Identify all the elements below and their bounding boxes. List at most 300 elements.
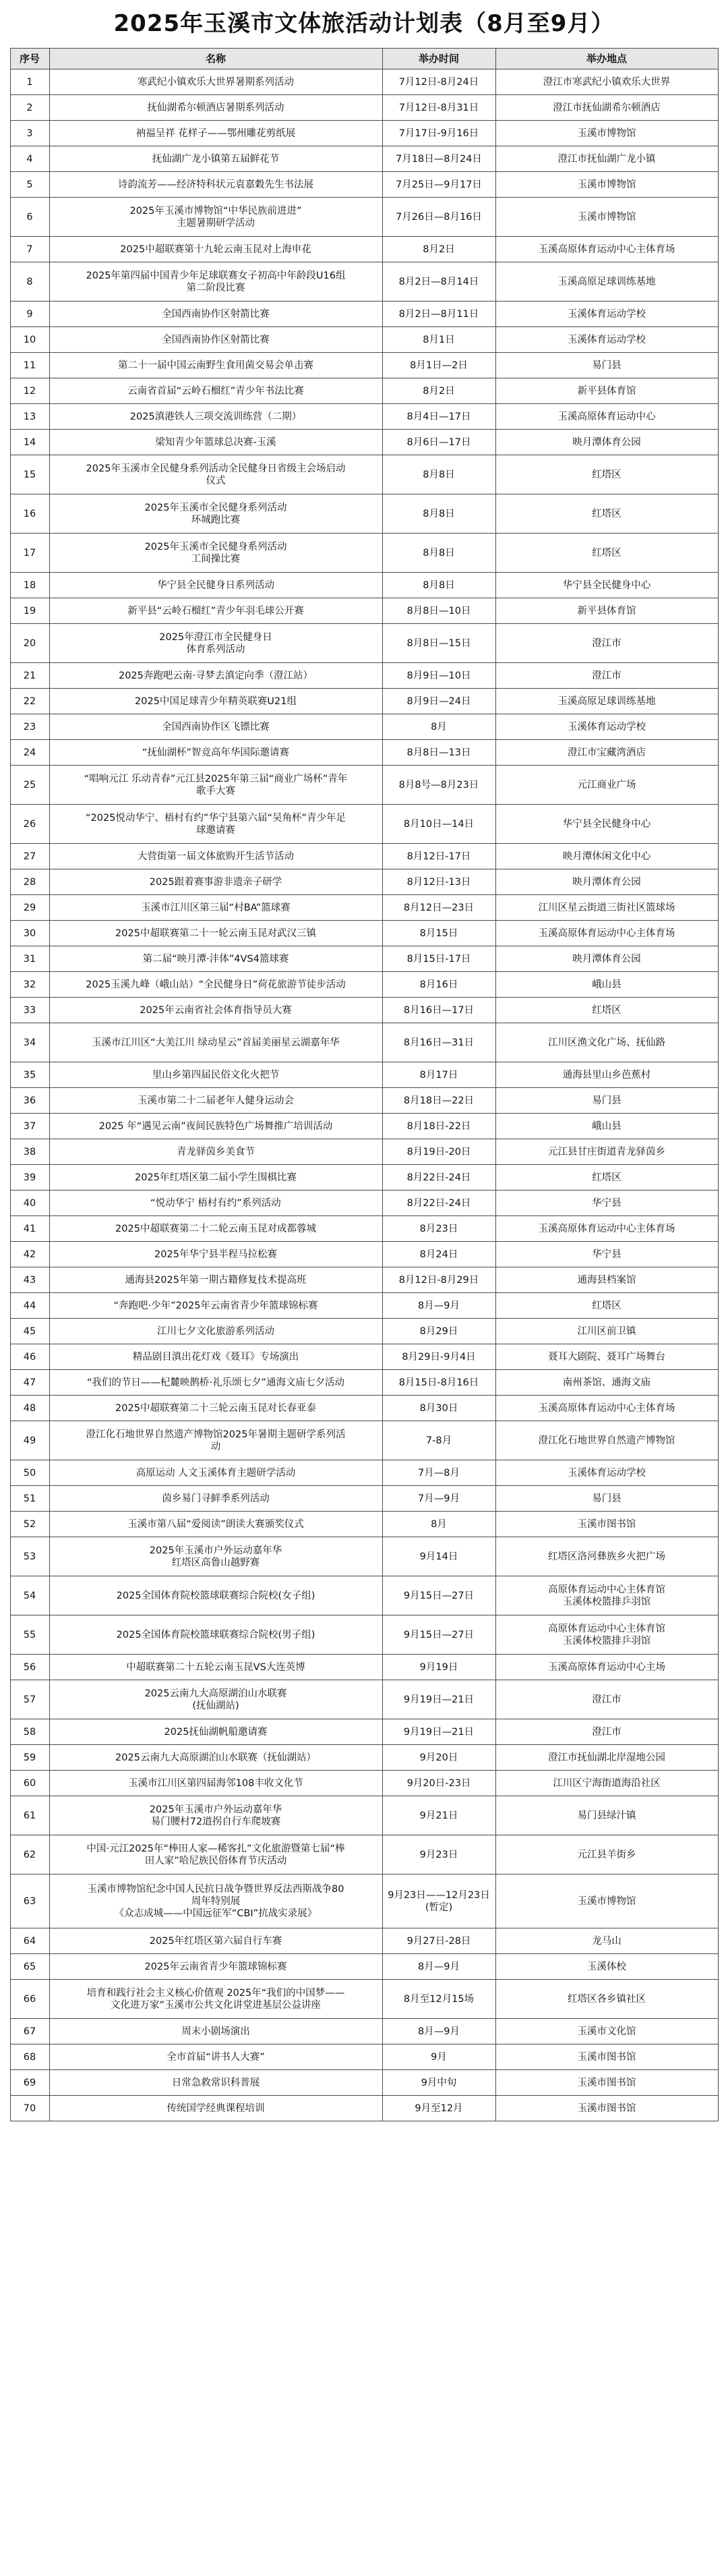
cell-time: 7月26日—8月16日 bbox=[382, 198, 495, 237]
cell-name: 精品剧目滇出花灯戏《聂耳》专场演出 bbox=[49, 1344, 382, 1370]
cell-place: 澄江市抚仙湖希尔顿酒店 bbox=[495, 95, 718, 121]
table-row bbox=[10, 1874, 718, 1928]
cell-place: 红塔区 bbox=[495, 494, 718, 534]
cell-place: 通海县里山乡芭蕉村 bbox=[495, 1062, 718, 1088]
cell-no: 31 bbox=[10, 946, 49, 972]
cell-place: 玉溪高原体育运动中心主场 bbox=[495, 1655, 718, 1680]
table-row bbox=[10, 946, 718, 972]
table-row bbox=[10, 494, 718, 534]
cell-no: 62 bbox=[10, 1835, 49, 1874]
cell-place: 玉溪市博物馆 bbox=[495, 172, 718, 198]
cell-name: 通海县2025年第一期古籍修复技术提高班 bbox=[49, 1267, 382, 1293]
cell-place: 玉溪体育运动学校 bbox=[495, 327, 718, 353]
cell-name: 培育和践行社会主义核心价值观 2025年“我们的中国梦—— 文化进万家”玉溪市公共文化讲堂进基层公益讲座 bbox=[49, 1980, 382, 2019]
cell-name: 2025年红塔区第二届小学生围棋比赛 bbox=[49, 1165, 382, 1191]
cell-time: 7月—8月 bbox=[382, 1460, 495, 1486]
header-name: 名称 bbox=[49, 49, 382, 69]
cell-no: 54 bbox=[10, 1576, 49, 1615]
cell-no: 32 bbox=[10, 972, 49, 998]
cell-name: 茵乡易门寻鲜季系列活动 bbox=[49, 1486, 382, 1512]
cell-name: 2025年玉溪市户外运动嘉年华 红塔区高鲁山越野赛 bbox=[49, 1537, 382, 1576]
cell-place: 元江县甘庄街道青龙驿茵乡 bbox=[495, 1139, 718, 1165]
cell-name: 梁知青少年篮球总决赛-玉溪 bbox=[49, 430, 382, 455]
cell-place: 澄江市抚仙湖北岸湿地公园 bbox=[495, 1745, 718, 1771]
cell-name: “我们的节日——杞麓映鹊桥·礼乐颂七夕”通海文庙七夕活动 bbox=[49, 1370, 382, 1396]
cell-no: 27 bbox=[10, 844, 49, 869]
cell-no: 65 bbox=[10, 1954, 49, 1980]
table-row bbox=[10, 378, 718, 404]
cell-place: 江川区星云街道三街社区篮球场 bbox=[495, 895, 718, 921]
cell-name: 抚仙湖希尔顿酒店暑期系列活动 bbox=[49, 95, 382, 121]
cell-place: 元江商业广场 bbox=[495, 766, 718, 805]
cell-no: 48 bbox=[10, 1396, 49, 1421]
cell-place: 澄江市 bbox=[495, 624, 718, 663]
cell-name: “悦动华宁 梧村有约”系列活动 bbox=[49, 1191, 382, 1216]
table-row bbox=[10, 1460, 718, 1486]
cell-place: 红塔区 bbox=[495, 998, 718, 1023]
cell-name: 玉溪市第八届“爱阅读”朗读大赛颁奖仪式 bbox=[49, 1512, 382, 1537]
cell-time: 8月至12月15场 bbox=[382, 1980, 495, 2019]
cell-name: 诗韵流芳——经济特科状元袁嘉穀先生书法展 bbox=[49, 172, 382, 198]
table-row bbox=[10, 2019, 718, 2044]
cell-name: 全国西南协作区射箭比赛 bbox=[49, 327, 382, 353]
cell-place: 澄江市宝藏湾酒店 bbox=[495, 740, 718, 766]
cell-place: 澄江市 bbox=[495, 1680, 718, 1719]
table-row bbox=[10, 327, 718, 353]
cell-time: 8月8号—8月23日 bbox=[382, 766, 495, 805]
cell-name: 2025中超联赛第二十三轮云南玉昆对长春亚泰 bbox=[49, 1396, 382, 1421]
table-row bbox=[10, 404, 718, 430]
cell-name: “抚仙湖杯”智竞高年华国际邀请赛 bbox=[49, 740, 382, 766]
cell-time: 9月19日 bbox=[382, 1655, 495, 1680]
cell-no: 6 bbox=[10, 198, 49, 237]
cell-time: 8月15日 bbox=[382, 921, 495, 946]
cell-time: 8月18日—22日 bbox=[382, 1088, 495, 1114]
cell-no: 60 bbox=[10, 1771, 49, 1796]
cell-place: 玉溪高原体育运动中心主体育场 bbox=[495, 237, 718, 262]
cell-no: 5 bbox=[10, 172, 49, 198]
cell-name: 2025云南九大高原湖泊山水联赛 (抚仙湖站) bbox=[49, 1680, 382, 1719]
cell-name: 2025全国体育院校篮球联赛综合院校(女子组) bbox=[49, 1576, 382, 1615]
cell-name: 2025年华宁县半程马拉松赛 bbox=[49, 1242, 382, 1267]
table-row bbox=[10, 869, 718, 895]
cell-time: 8月8日—15日 bbox=[382, 624, 495, 663]
cell-place: 玉溪体育运动学校 bbox=[495, 1460, 718, 1486]
cell-place: 玉溪体育运动学校 bbox=[495, 302, 718, 327]
header-place: 举办地点 bbox=[495, 49, 718, 69]
cell-name: 玉溪市博物馆纪念中国人民抗日战争暨世界反法西斯战争80 周年特别展 《众志成城——中国远征军“CBI”抗战实录展》 bbox=[49, 1874, 382, 1928]
cell-no: 70 bbox=[10, 2096, 49, 2121]
cell-place: 澄江化石地世界自然遗产博物馆 bbox=[495, 1421, 718, 1460]
table-row bbox=[10, 1771, 718, 1796]
cell-time: 8月16日 bbox=[382, 972, 495, 998]
cell-time: 8月—9月 bbox=[382, 2019, 495, 2044]
cell-place: 高原体育运动中心主体育馆 玉溪体校篮排乒羽馆 bbox=[495, 1615, 718, 1655]
cell-no: 42 bbox=[10, 1242, 49, 1267]
cell-no: 21 bbox=[10, 663, 49, 689]
cell-time: 8月1日 bbox=[382, 327, 495, 353]
cell-name: 中国·元江2025年“棒田人家—稀客扎”文化旅游暨第七届“棒 田人家”哈尼族民俗体育节庆活动 bbox=[49, 1835, 382, 1874]
cell-name: 抚仙湖广龙小镇第五届鲜花节 bbox=[49, 146, 382, 172]
cell-time: 9月20日 bbox=[382, 1745, 495, 1771]
cell-no: 34 bbox=[10, 1023, 49, 1062]
table-row bbox=[10, 353, 718, 378]
cell-place: 新平县体育馆 bbox=[495, 378, 718, 404]
cell-place: 江川区宁海街道海沿社区 bbox=[495, 1771, 718, 1796]
cell-no: 45 bbox=[10, 1319, 49, 1344]
cell-time: 9月19日—21日 bbox=[382, 1680, 495, 1719]
cell-no: 11 bbox=[10, 353, 49, 378]
cell-name: 2025年玉溪市户外运动嘉年华 易门腰村72道拐自行车爬坡赛 bbox=[49, 1796, 382, 1835]
cell-name: 传统国学经典课程培训 bbox=[49, 2096, 382, 2121]
cell-time: 8月30日 bbox=[382, 1396, 495, 1421]
cell-name: 全国西南协作区射箭比赛 bbox=[49, 302, 382, 327]
cell-time: 8月10日—14日 bbox=[382, 805, 495, 844]
cell-place: 玉溪市图书馆 bbox=[495, 2070, 718, 2096]
table-row bbox=[10, 895, 718, 921]
table-row bbox=[10, 1745, 718, 1771]
cell-place: 玉溪高原体育运动中心 bbox=[495, 404, 718, 430]
table-row bbox=[10, 1114, 718, 1139]
cell-time: 7月12日-8月24日 bbox=[382, 69, 495, 95]
cell-time: 9月23日——12月23日 (暂定) bbox=[382, 1874, 495, 1928]
table-row bbox=[10, 689, 718, 714]
table-row bbox=[10, 2044, 718, 2070]
cell-no: 46 bbox=[10, 1344, 49, 1370]
cell-name: 大营街第一届文体旅购开生活节活动 bbox=[49, 844, 382, 869]
cell-no: 24 bbox=[10, 740, 49, 766]
table-row bbox=[10, 1023, 718, 1062]
cell-place: 华宁县 bbox=[495, 1242, 718, 1267]
cell-name: 日常急救常识科普展 bbox=[49, 2070, 382, 2096]
cell-name: 第二十一届中国云南野生食用菌交易会单击赛 bbox=[49, 353, 382, 378]
table-row bbox=[10, 624, 718, 663]
cell-time: 9月15日—27日 bbox=[382, 1615, 495, 1655]
cell-time: 8月—9月 bbox=[382, 1293, 495, 1319]
cell-no: 1 bbox=[10, 69, 49, 95]
cell-time: 8月8日 bbox=[382, 455, 495, 494]
cell-no: 25 bbox=[10, 766, 49, 805]
cell-place: 映月潭休闲文化中心 bbox=[495, 844, 718, 869]
cell-no: 36 bbox=[10, 1088, 49, 1114]
cell-time: 8月29日 bbox=[382, 1319, 495, 1344]
cell-time: 9月15日—27日 bbox=[382, 1576, 495, 1615]
table-body bbox=[10, 69, 718, 2121]
table-row bbox=[10, 972, 718, 998]
cell-no: 66 bbox=[10, 1980, 49, 2019]
cell-name: 玉溪市第二十二届老年人健身运动会 bbox=[49, 1088, 382, 1114]
table-row bbox=[10, 262, 718, 302]
cell-no: 33 bbox=[10, 998, 49, 1023]
cell-time: 8月19日-20日 bbox=[382, 1139, 495, 1165]
cell-time: 9月中旬 bbox=[382, 2070, 495, 2096]
cell-place: 易门县 bbox=[495, 353, 718, 378]
cell-name: 2025抚仙湖帆船邀请赛 bbox=[49, 1719, 382, 1745]
cell-name: 衲福呈祥 花样子——鄂州雕花剪纸展 bbox=[49, 121, 382, 146]
cell-name: 2025中超联赛第二十二轮云南玉昆对成都蓉城 bbox=[49, 1216, 382, 1242]
cell-time: 8月22日-24日 bbox=[382, 1165, 495, 1191]
table-row bbox=[10, 198, 718, 237]
cell-time: 8月12日-8月29日 bbox=[382, 1267, 495, 1293]
cell-no: 22 bbox=[10, 689, 49, 714]
cell-no: 69 bbox=[10, 2070, 49, 2096]
cell-name: 第二届“映月潭·沣体”4VS4篮球赛 bbox=[49, 946, 382, 972]
cell-place: 红塔区 bbox=[495, 534, 718, 573]
cell-no: 29 bbox=[10, 895, 49, 921]
cell-time: 8月—9月 bbox=[382, 1954, 495, 1980]
table-row bbox=[10, 1191, 718, 1216]
cell-name: “唱响元江 乐动青春”元江县2025年第三届“商业广场杯”青年 歌手大赛 bbox=[49, 766, 382, 805]
cell-name: 新平县“云岭石榴红”青少年羽毛球公开赛 bbox=[49, 598, 382, 624]
cell-time: 8月2日—8月11日 bbox=[382, 302, 495, 327]
schedule-table bbox=[10, 48, 719, 2121]
table-row bbox=[10, 2096, 718, 2121]
cell-time: 8月2日 bbox=[382, 378, 495, 404]
cell-time: 8月24日 bbox=[382, 1242, 495, 1267]
table-row bbox=[10, 1512, 718, 1537]
cell-no: 47 bbox=[10, 1370, 49, 1396]
cell-time: 9月 bbox=[382, 2044, 495, 2070]
cell-name: 2025年云南省社会体育指导员大赛 bbox=[49, 998, 382, 1023]
table-row bbox=[10, 1396, 718, 1421]
cell-name: 玉溪市江川区第三届“村BA”篮球赛 bbox=[49, 895, 382, 921]
cell-no: 50 bbox=[10, 1460, 49, 1486]
cell-no: 63 bbox=[10, 1874, 49, 1928]
cell-no: 2 bbox=[10, 95, 49, 121]
cell-place: 江川区渔文化广场、抚仙路 bbox=[495, 1023, 718, 1062]
cell-time: 9月20日-23日 bbox=[382, 1771, 495, 1796]
table-row bbox=[10, 740, 718, 766]
cell-time: 8月4日—17日 bbox=[382, 404, 495, 430]
cell-name: 2025云南九大高原湖泊山水联赛（抚仙湖站） bbox=[49, 1745, 382, 1771]
cell-no: 17 bbox=[10, 534, 49, 573]
cell-name: 2025年玉溪市全民健身系列活动 环城跑比赛 bbox=[49, 494, 382, 534]
page-title: 2025年玉溪市文体旅活动计划表（8月至9月） bbox=[113, 10, 615, 37]
table-row bbox=[10, 172, 718, 198]
cell-time: 8月23日 bbox=[382, 1216, 495, 1242]
cell-place: 玉溪市图书馆 bbox=[495, 1512, 718, 1537]
cell-no: 38 bbox=[10, 1139, 49, 1165]
cell-place: 江川区前卫镇 bbox=[495, 1319, 718, 1344]
cell-no: 15 bbox=[10, 455, 49, 494]
table-row bbox=[10, 1421, 718, 1460]
cell-time: 8月22日-24日 bbox=[382, 1191, 495, 1216]
cell-time: 8月15日-17日 bbox=[382, 946, 495, 972]
cell-place: 元江县羊街乡 bbox=[495, 1835, 718, 1874]
cell-no: 35 bbox=[10, 1062, 49, 1088]
cell-time: 8月16日—31日 bbox=[382, 1023, 495, 1062]
cell-name: 2025玉溪九峰（峨山站）“全民健身日”荷花旅游节徒步活动 bbox=[49, 972, 382, 998]
cell-no: 56 bbox=[10, 1655, 49, 1680]
table-row bbox=[10, 998, 718, 1023]
cell-time: 9月23日 bbox=[382, 1835, 495, 1874]
cell-no: 20 bbox=[10, 624, 49, 663]
cell-name: 2025年玉溪市全民健身系列活动全民健身日省级主会场启动 仪式 bbox=[49, 455, 382, 494]
cell-place: 通海县档案馆 bbox=[495, 1267, 718, 1293]
table-header bbox=[10, 49, 718, 69]
cell-no: 52 bbox=[10, 1512, 49, 1537]
cell-no: 58 bbox=[10, 1719, 49, 1745]
cell-time: 9月至12月 bbox=[382, 2096, 495, 2121]
cell-place: 红塔区 bbox=[495, 1293, 718, 1319]
cell-place: 玉溪体育运动学校 bbox=[495, 714, 718, 740]
cell-time: 8月9日—24日 bbox=[382, 689, 495, 714]
cell-name: 全市首届“讲书人大赛” bbox=[49, 2044, 382, 2070]
cell-place: 澄江市寒武纪小镇欢乐大世界 bbox=[495, 69, 718, 95]
cell-place: 澄江市抚仙湖广龙小镇 bbox=[495, 146, 718, 172]
cell-no: 12 bbox=[10, 378, 49, 404]
cell-time: 9月27日-28日 bbox=[382, 1928, 495, 1954]
cell-no: 61 bbox=[10, 1796, 49, 1835]
cell-name: 玉溪市江川区“大美江川 绿动星云”首届美丽星云湖嘉年华 bbox=[49, 1023, 382, 1062]
table-row bbox=[10, 1655, 718, 1680]
table-row bbox=[10, 1216, 718, 1242]
cell-name: 2025全国体育院校篮球联赛综合院校(男子组) bbox=[49, 1615, 382, 1655]
cell-name: 周末小剧场演出 bbox=[49, 2019, 382, 2044]
table-row bbox=[10, 1980, 718, 2019]
cell-time: 7-8月 bbox=[382, 1421, 495, 1460]
table-row bbox=[10, 302, 718, 327]
table-row bbox=[10, 455, 718, 494]
cell-no: 44 bbox=[10, 1293, 49, 1319]
cell-name: 2025年玉溪市全民健身系列活动 工间操比赛 bbox=[49, 534, 382, 573]
cell-name: 2025中超联赛第十九轮云南玉昆对上海申花 bbox=[49, 237, 382, 262]
cell-name: 2025年云南省青少年篮球锦标赛 bbox=[49, 1954, 382, 1980]
cell-place: 玉溪体校 bbox=[495, 1954, 718, 1980]
cell-name: 高原运动 人文玉溪体育主题研学活动 bbox=[49, 1460, 382, 1486]
cell-time: 7月18日—8月24日 bbox=[382, 146, 495, 172]
cell-no: 16 bbox=[10, 494, 49, 534]
cell-time: 7月—9月 bbox=[382, 1486, 495, 1512]
cell-place: 易门县绿汁镇 bbox=[495, 1796, 718, 1835]
cell-place: 映月潭体育公园 bbox=[495, 430, 718, 455]
cell-name: 玉溪市江川区第四届海邻108丰收文化节 bbox=[49, 1771, 382, 1796]
cell-place: 玉溪高原体育运动中心主体育场 bbox=[495, 921, 718, 946]
cell-time: 9月21日 bbox=[382, 1796, 495, 1835]
cell-place: 新平县体育馆 bbox=[495, 598, 718, 624]
cell-no: 59 bbox=[10, 1745, 49, 1771]
table-row bbox=[10, 1680, 718, 1719]
cell-name: 华宁县全民健身日系列活动 bbox=[49, 573, 382, 598]
cell-place: 玉溪市博物馆 bbox=[495, 1874, 718, 1928]
cell-name: 2025中超联赛第二十一轮云南玉昆对武汉三镇 bbox=[49, 921, 382, 946]
table-row bbox=[10, 1165, 718, 1191]
cell-name: 2025奔跑吧云南·寻梦去滇定向季（澄江站） bbox=[49, 663, 382, 689]
cell-place: 玉溪市博物馆 bbox=[495, 198, 718, 237]
table-row bbox=[10, 1615, 718, 1655]
cell-no: 7 bbox=[10, 237, 49, 262]
cell-place: 易门县 bbox=[495, 1486, 718, 1512]
cell-no: 68 bbox=[10, 2044, 49, 2070]
cell-name: 2025年玉溪市博物馆“中华民族前进进” 主题暑期研学活动 bbox=[49, 198, 382, 237]
cell-no: 41 bbox=[10, 1216, 49, 1242]
cell-place: 玉溪市博物馆 bbox=[495, 121, 718, 146]
cell-place: 玉溪高原体育运动中心主体育场 bbox=[495, 1396, 718, 1421]
table-row bbox=[10, 663, 718, 689]
cell-place: 华宁县全民健身中心 bbox=[495, 573, 718, 598]
table-row bbox=[10, 1370, 718, 1396]
header-row bbox=[10, 49, 718, 69]
table-row bbox=[10, 1062, 718, 1088]
cell-time: 8月8日—10日 bbox=[382, 598, 495, 624]
cell-name: “2025悦动华宁、梧村有约”华宁县第六届“吴角杯”青少年足 球邀请赛 bbox=[49, 805, 382, 844]
table-row bbox=[10, 714, 718, 740]
table-row bbox=[10, 1319, 718, 1344]
cell-place: 易门县 bbox=[495, 1088, 718, 1114]
cell-place: 聂耳大剧院、聂耳广场舞台 bbox=[495, 1344, 718, 1370]
table-row bbox=[10, 430, 718, 455]
cell-time: 8月12日—23日 bbox=[382, 895, 495, 921]
cell-time: 8月2日—8月14日 bbox=[382, 262, 495, 302]
table-row bbox=[10, 534, 718, 573]
cell-name: 澄江化石地世界自然遗产博物馆2025年暑期主题研学系列活 动 bbox=[49, 1421, 382, 1460]
table-row bbox=[10, 805, 718, 844]
cell-place: 玉溪高原体育运动中心主体育场 bbox=[495, 1216, 718, 1242]
cell-time: 8月9日—10日 bbox=[382, 663, 495, 689]
table-row bbox=[10, 121, 718, 146]
cell-name: 青龙驿茵乡美食节 bbox=[49, 1139, 382, 1165]
cell-place: 华宁县全民健身中心 bbox=[495, 805, 718, 844]
cell-no: 39 bbox=[10, 1165, 49, 1191]
cell-place: 红塔区洛河彝族乡火把广场 bbox=[495, 1537, 718, 1576]
cell-no: 55 bbox=[10, 1615, 49, 1655]
table-row bbox=[10, 1267, 718, 1293]
table-row bbox=[10, 766, 718, 805]
table-row bbox=[10, 598, 718, 624]
cell-time: 8月12日-17日 bbox=[382, 844, 495, 869]
cell-place: 澄江市 bbox=[495, 663, 718, 689]
table-row bbox=[10, 146, 718, 172]
cell-no: 51 bbox=[10, 1486, 49, 1512]
cell-no: 18 bbox=[10, 573, 49, 598]
header-no: 序号 bbox=[10, 49, 49, 69]
cell-place: 映月潭体育公园 bbox=[495, 869, 718, 895]
table-row bbox=[10, 69, 718, 95]
cell-place: 红塔区 bbox=[495, 1165, 718, 1191]
table-row bbox=[10, 1576, 718, 1615]
cell-place: 红塔区各乡镇社区 bbox=[495, 1980, 718, 2019]
cell-name: 里山乡第四届民俗文化火把节 bbox=[49, 1062, 382, 1088]
cell-time: 8月2日 bbox=[382, 237, 495, 262]
table-row bbox=[10, 1293, 718, 1319]
cell-time: 8月12日-13日 bbox=[382, 869, 495, 895]
cell-no: 64 bbox=[10, 1928, 49, 1954]
cell-name: 全国西南协作区飞镖比赛 bbox=[49, 714, 382, 740]
cell-place: 映月潭体育公园 bbox=[495, 946, 718, 972]
cell-place: 峨山县 bbox=[495, 972, 718, 998]
table-row bbox=[10, 1344, 718, 1370]
cell-time: 8月6日—17日 bbox=[382, 430, 495, 455]
cell-place: 华宁县 bbox=[495, 1191, 718, 1216]
table-row bbox=[10, 1139, 718, 1165]
cell-no: 9 bbox=[10, 302, 49, 327]
cell-time: 8月8日 bbox=[382, 534, 495, 573]
cell-time: 8月18日-22日 bbox=[382, 1114, 495, 1139]
cell-place: 澄江市 bbox=[495, 1719, 718, 1745]
cell-time: 8月16日—17日 bbox=[382, 998, 495, 1023]
table-row bbox=[10, 1719, 718, 1745]
table-row bbox=[10, 1486, 718, 1512]
cell-name: 2025中国足球青少年精英联赛U21组 bbox=[49, 689, 382, 714]
cell-time: 7月25日—9月17日 bbox=[382, 172, 495, 198]
cell-time: 8月29日-9月4日 bbox=[382, 1344, 495, 1370]
cell-name: 2025年红塔区第六届自行车赛 bbox=[49, 1928, 382, 1954]
cell-no: 53 bbox=[10, 1537, 49, 1576]
cell-no: 49 bbox=[10, 1421, 49, 1460]
table-row bbox=[10, 1088, 718, 1114]
table-row bbox=[10, 95, 718, 121]
cell-no: 67 bbox=[10, 2019, 49, 2044]
